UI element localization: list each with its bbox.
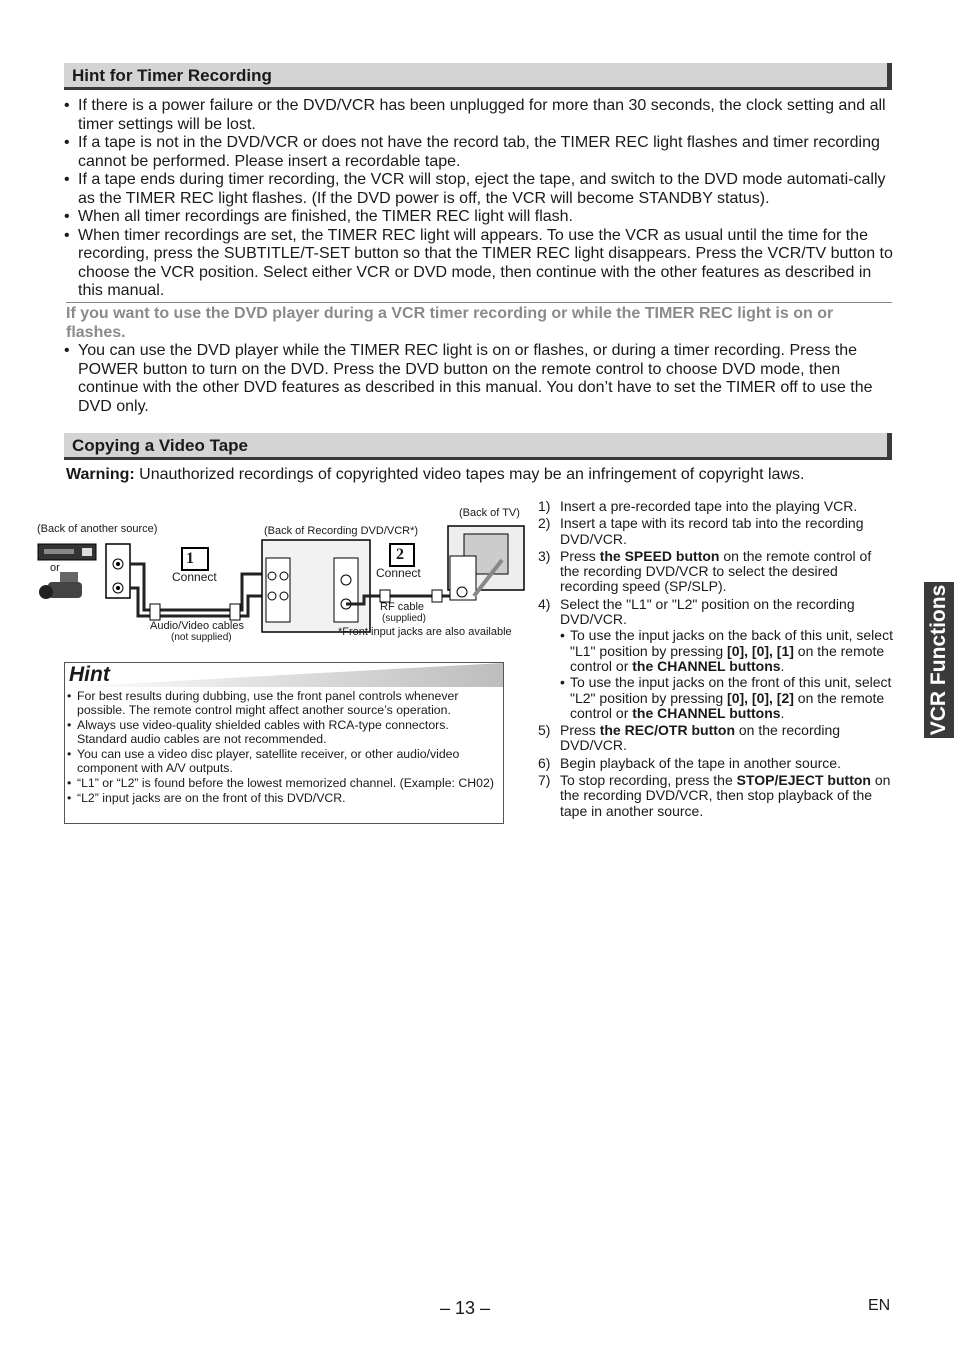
hint-list (67, 689, 497, 806)
timer-hint-header (64, 63, 892, 90)
list-item: • If a tape ends during timer recording, the VCR will stop, eject the tape, and switch to the DVD mode automati-cally as the TIMER REC light flashes. (If the DVD power is off, the VCR will become STANDBY status). (64, 171, 894, 208)
step-1: 1) Insert a pre-recorded tape into the playing VCR. (538, 498, 858, 514)
or-label: or (50, 562, 60, 574)
dvd-during-timer-list (64, 342, 894, 416)
timer-hint-list (64, 97, 894, 301)
supplied-label: (supplied) (382, 613, 426, 624)
side-tab-label: VCR Functions (927, 584, 950, 736)
back-recording-label: (Back of Recording DVD/VCR*) (264, 525, 419, 537)
step-1-number: 1 (186, 550, 194, 567)
list-item: • Always use video-quality shielded cables with RCA-type connectors. Standard audio cables are not recommended. (67, 718, 497, 746)
list-item: • When all timer recordings are finished, the TIMER REC light will flash. (64, 208, 894, 227)
av-cables-label: Audio/Video cables (150, 620, 244, 632)
list-item: • “L1” or “L2” is found before the lowest memorized channel. (Example: CH02) (67, 776, 497, 790)
step-7: 7) To stop recording, press the STOP/EJECT button on the recording DVD/VCR, then stop playback of the tape in another source. (538, 772, 891, 819)
timer-hint-title: Hint for Timer Recording (72, 66, 272, 85)
step-2-number: 2 (396, 546, 404, 563)
language-code: EN (868, 1297, 891, 1314)
hint-header-gradient (65, 663, 503, 687)
step-2: 2) Insert a tape with its record tab into the recording DVD/VCR. (538, 515, 864, 547)
list-item: • If a tape is not in the DVD/VCR or does not have the record tab, the TIMER REC light flashes and timer recording cannot be performed. Please insert a recordable tape. (64, 134, 894, 171)
connect-label-2: Connect (376, 566, 421, 580)
copying-header (64, 433, 892, 460)
step-5: 5) Press the REC/OTR button on the recording DVD/VCR. (538, 722, 841, 754)
step-4: 4) Select the "L1" or "L2" position on the recording DVD/VCR. • To use the input jacks on the back of this unit, select "L1" position by pressing [0], [0], [1] on the remote control or the CHANNEL buttons. • To use the input jacks on the front of this unit, select "L2" position by pressing [0], [0], [2] on the remote control or the CHANNEL buttons. (538, 597, 894, 721)
vcr-functions-tab (924, 582, 954, 738)
camcorder-icon (39, 572, 82, 599)
page-number: – 13 – (440, 1298, 491, 1318)
copyright-warning (66, 466, 804, 484)
step-3: 3) Press the SPEED button on the remote control of the recording DVD/VCR to select the desired recording speed (SP/SLP). (538, 547, 872, 595)
copying-title: Copying a Video Tape (72, 436, 249, 455)
not-supplied-label: (not supplied) (171, 632, 232, 643)
source-vcr-icon (38, 544, 96, 560)
list-item: • “L2” input jacks are on the front of this DVD/VCR. (67, 791, 497, 805)
rf-cable-label: RF cable (380, 601, 425, 613)
step-4-sub-2: • To use the input jacks on the front of this unit, select "L2" position by pressing [0], [0], [2] on the remote control or the CHANNEL buttons. (560, 675, 894, 721)
warning-text: Unauthorized recordings of copyrighted video tapes may be an infringement of copyright laws. (134, 466, 805, 483)
list-item: • You can use a video disc player, satellite receiver, or other audio/video component with A/V outputs. (67, 747, 497, 775)
list-item: • If there is a power failure or the DVD/VCR has been unplugged for more than 30 seconds, the clock setting and all timer settings will be lost. (64, 97, 894, 134)
tv-back-icon (448, 526, 524, 600)
dvd-during-timer-subheading: If you want to use the DVD player during a VCR timer recording or while the TIMER REC light is on or flashes. (66, 302, 892, 342)
list-item: • You can use the DVD player while the TIMER REC light is on or flashes, or during a timer recording. Press the POWER button to turn on the DVD. Press the DVD button on the remote control to choose DVD mode, then continue with the other DVD features as described in this manual. You don’t have to set the TIMER off to use the DVD only. (64, 342, 894, 416)
step-4-sub-1: • To use the input jacks on the back of this unit, select "L1" position by pressing [0], [0], [1] on the remote control or the CHANNEL buttons. (560, 628, 894, 674)
hint-title: Hint (69, 663, 110, 686)
front-jacks-note: *Front input jacks are also available (338, 626, 512, 638)
back-another-label: (Back of another source) (37, 523, 158, 535)
connect-label-1: Connect (172, 570, 217, 584)
source-output-jacks (106, 544, 130, 598)
list-item: • For best results during dubbing, use the front panel controls whenever possible. The remote control might affect another source’s operation. (67, 689, 497, 717)
list-item: • When timer recordings are set, the TIMER REC light will appears. To use the VCR as usual until the time for the recording, press the SUBTITLE/T-SET button so that the TIMER REC light disappears. Press the VCR/TV button to choose the VCR position. Select either VCR or DVD mode, then continue with the other features as described in this manual. (64, 227, 894, 301)
copy-steps (538, 499, 894, 821)
step-6: 6) Begin playback of the tape in another source. (538, 754, 841, 771)
hint-box (64, 662, 504, 824)
recording-dvdvcr-back (262, 540, 370, 632)
warning-label: Warning: (66, 466, 135, 483)
back-tv-label: (Back of TV) (459, 507, 520, 519)
